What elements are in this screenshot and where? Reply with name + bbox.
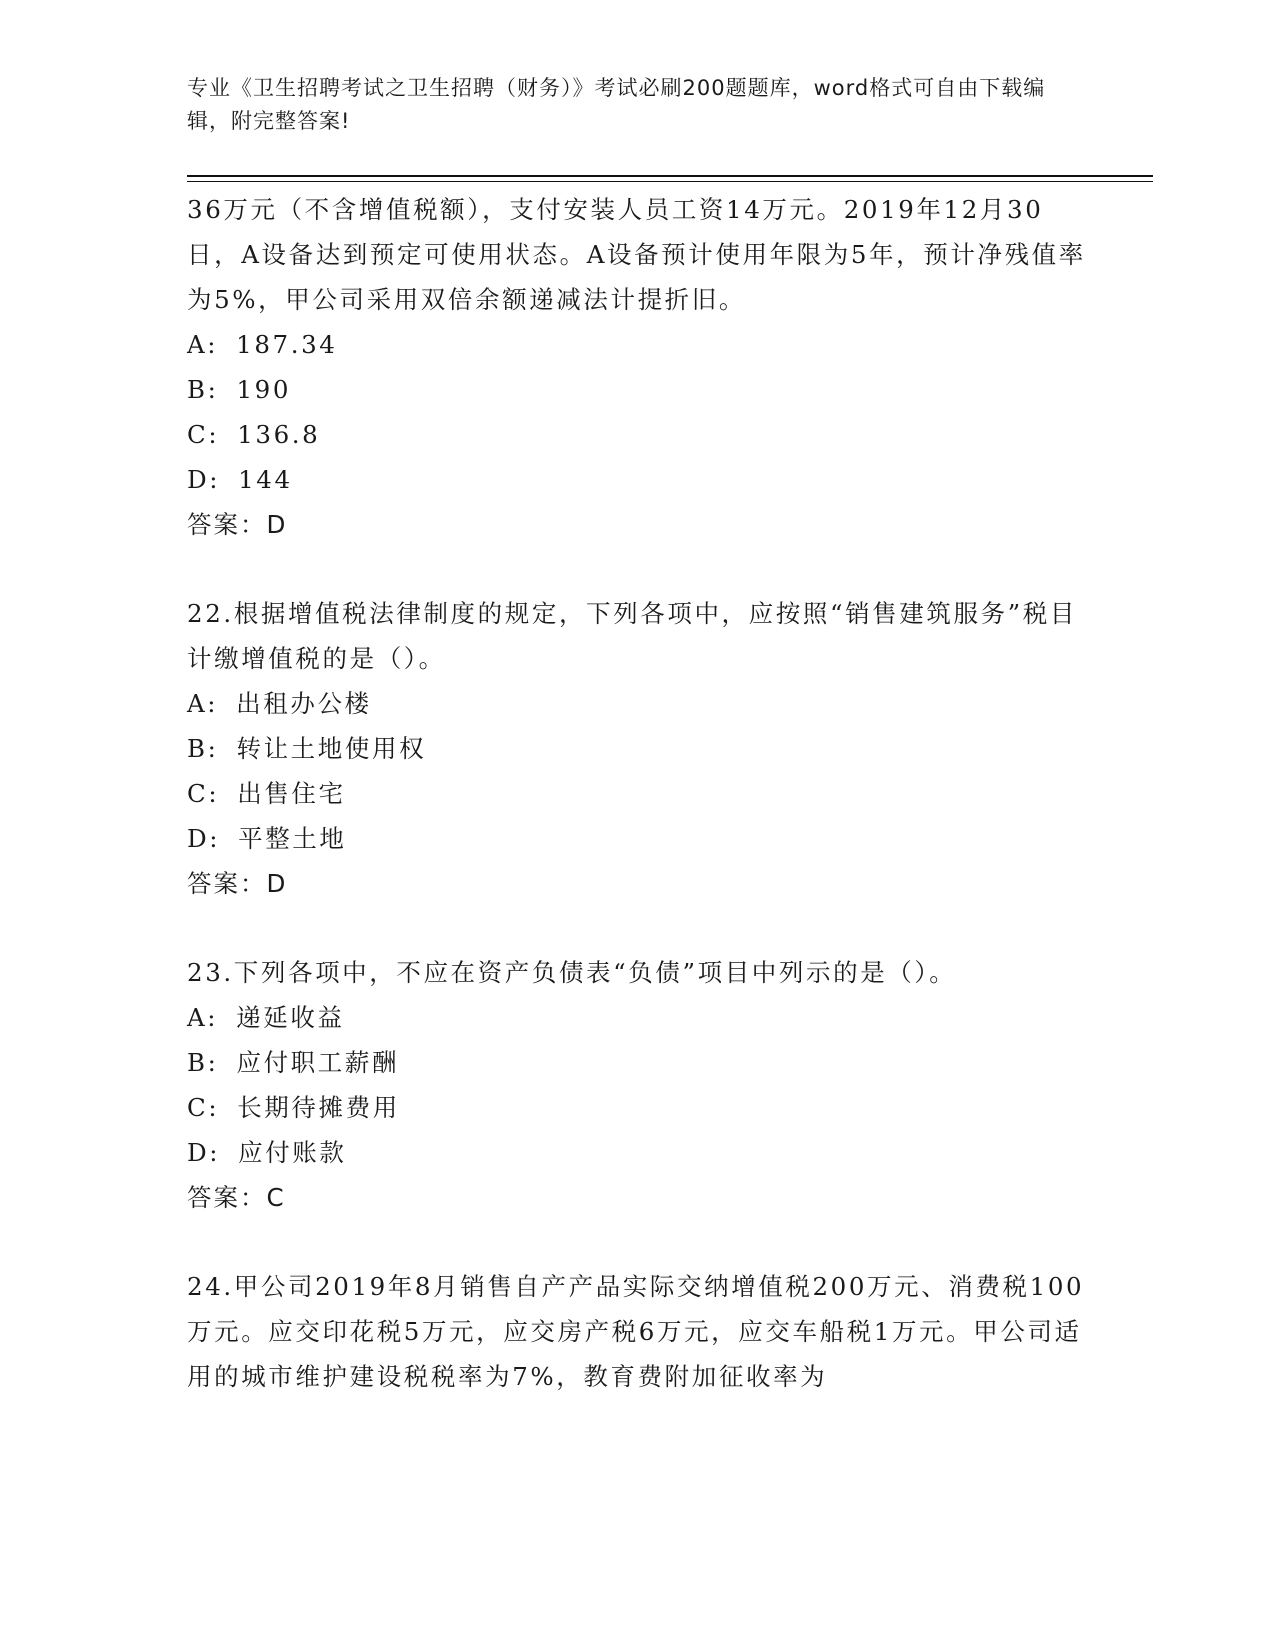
option-key: D: bbox=[187, 465, 221, 494]
option-d bbox=[187, 1130, 1087, 1175]
answer-line: 答案：C bbox=[187, 1183, 286, 1212]
question-23 bbox=[187, 950, 1087, 1220]
option-c bbox=[187, 771, 1087, 816]
option-a bbox=[187, 322, 1087, 367]
option-text: 出售住宅 bbox=[237, 779, 346, 808]
option-text: 转让土地使用权 bbox=[236, 734, 427, 763]
option-text: 应付职工薪酬 bbox=[236, 1048, 400, 1077]
option-a bbox=[187, 681, 1087, 726]
option-key: B: bbox=[187, 375, 219, 404]
option-key: C: bbox=[187, 779, 220, 808]
option-text: 144 bbox=[238, 465, 293, 494]
question-24 bbox=[187, 1264, 1087, 1399]
option-key: A: bbox=[187, 1003, 219, 1032]
option-c bbox=[187, 1085, 1087, 1130]
option-d bbox=[187, 816, 1087, 861]
question-list bbox=[187, 187, 1087, 1399]
option-key: A: bbox=[187, 689, 219, 718]
question-stem: 23.下列各项中，不应在资产负债表“负债”项目中列示的是（）。 bbox=[187, 958, 957, 987]
option-text: 应付账款 bbox=[238, 1138, 347, 1167]
option-key: A: bbox=[187, 330, 219, 359]
spacer bbox=[187, 1220, 1087, 1264]
answer-line: 答案：D bbox=[187, 869, 288, 898]
answer-line: 答案：D bbox=[187, 510, 288, 539]
option-key: C: bbox=[187, 1093, 220, 1122]
option-key: B: bbox=[187, 1048, 219, 1077]
option-b bbox=[187, 1040, 1087, 1085]
option-d bbox=[187, 457, 1087, 502]
option-text: 平整土地 bbox=[238, 824, 347, 853]
option-key: C: bbox=[187, 420, 220, 449]
option-a bbox=[187, 995, 1087, 1040]
option-text: 187.34 bbox=[236, 330, 338, 359]
question-21 bbox=[187, 187, 1087, 547]
option-text: 190 bbox=[236, 375, 292, 404]
question-stem: 36万元（不含增值税额），支付安装人员工资14万元。2019年12月30日，A设备达到预定可使用状态。A设备预计使用年限为5年，预计净残值率为5%，甲公司采用双倍余额递减法计提折旧。 bbox=[187, 195, 1086, 314]
option-key: B: bbox=[187, 734, 219, 763]
header-divider-thin bbox=[187, 181, 1153, 182]
header-divider-thick bbox=[187, 175, 1153, 177]
option-key: D: bbox=[187, 824, 221, 853]
option-b bbox=[187, 367, 1087, 412]
option-text: 长期待摊费用 bbox=[237, 1093, 400, 1122]
question-stem: 22.根据增值税法律制度的规定，下列各项中，应按照“销售建筑服务”税目计缴增值税的是（）。 bbox=[187, 599, 1078, 673]
spacer bbox=[187, 547, 1087, 591]
page-header-title: 专业《卫生招聘考试之卫生招聘（财务）》考试必刷200题题库，word格式可自由下载编辑，附完整答案! bbox=[187, 76, 1046, 133]
question-stem: 24.甲公司2019年8月销售自产产品实际交纳增值税200万元、消费税100万元。应交印花税5万元，应交房产税6万元，应交车船税1万元。甲公司适用的城市维护建设税税率为7%，教育费附加征收率为 bbox=[187, 1272, 1085, 1391]
option-text: 136.8 bbox=[237, 420, 321, 449]
question-22 bbox=[187, 591, 1087, 906]
option-b bbox=[187, 726, 1087, 771]
option-c bbox=[187, 412, 1087, 457]
spacer bbox=[187, 906, 1087, 950]
option-key: D: bbox=[187, 1138, 221, 1167]
option-text: 出租办公楼 bbox=[236, 689, 372, 718]
option-text: 递延收益 bbox=[236, 1003, 345, 1032]
